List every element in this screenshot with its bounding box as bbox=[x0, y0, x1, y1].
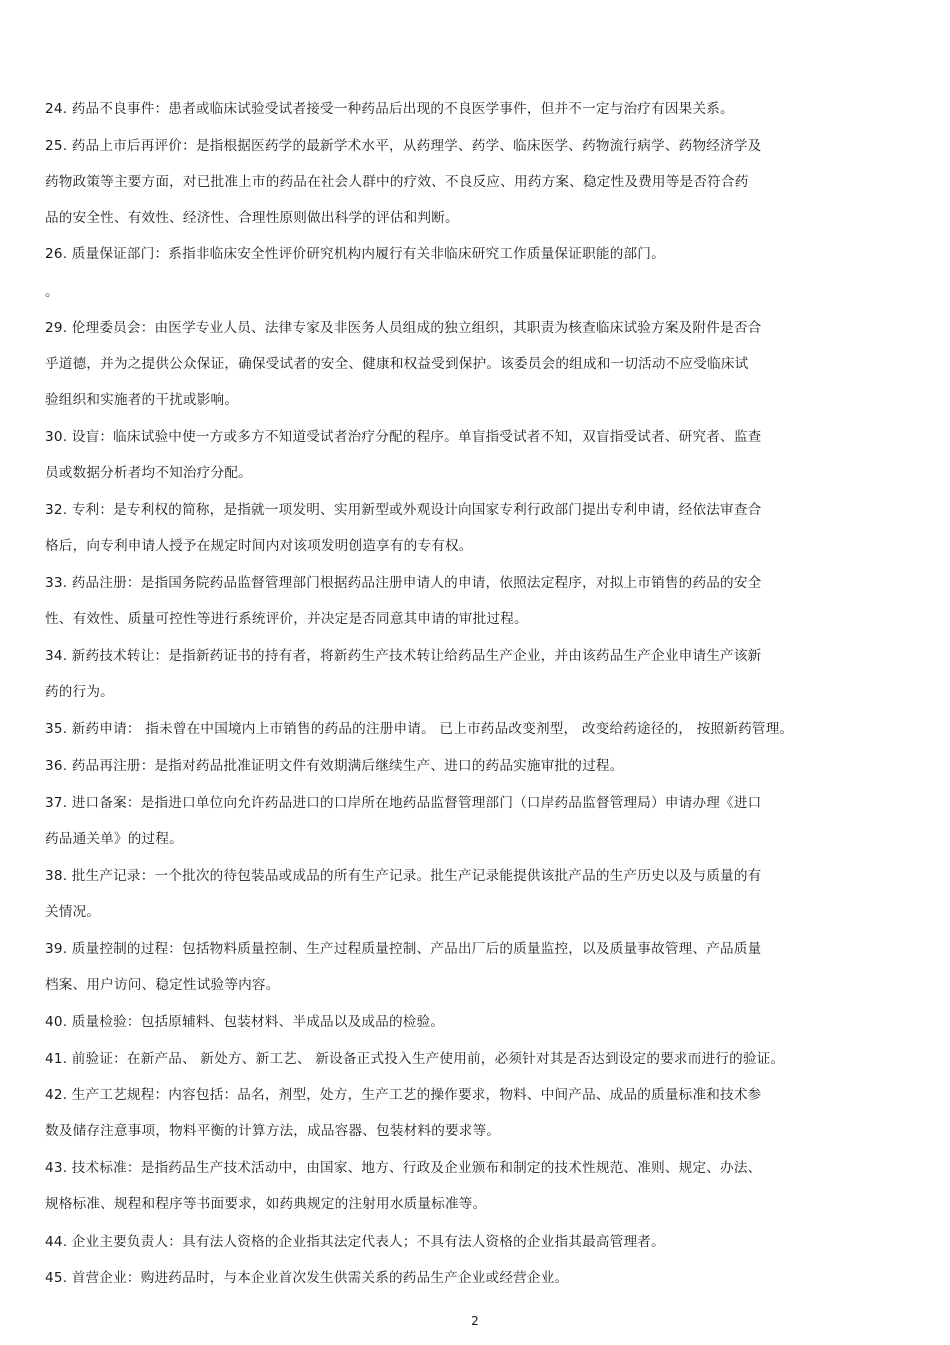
text-line: 43. 技术标准：是指药品生产技术活动中，由国家、地方、行政及企业颁布和制定的技术性规范、准则、规定、办法、 bbox=[45, 1160, 762, 1176]
text-line: 。 bbox=[45, 284, 59, 300]
text-line: 格后，向专利申请人授予在规定时间内对该项发明创造享有的专有权。 bbox=[45, 538, 473, 554]
text-line: 38. 批生产记录：一个批次的待包装品或成品的所有生产记录。批生产记录能提供该批产品的生产历史以及与质量的有 bbox=[45, 868, 762, 884]
text-line: 44. 企业主要负责人：具有法人资格的企业指其法定代表人；不具有法人资格的企业指其最高管理者。 bbox=[45, 1234, 665, 1250]
text-line: 33. 药品注册：是指国务院药品监督管理部门根据药品注册申请人的申请，依照法定程序，对拟上市销售的药品的安全 bbox=[45, 575, 762, 591]
text-line: 29. 伦理委员会：由医学专业人员、法律专家及非医务人员组成的独立组织，其职责为核查临床试验方案及附件是否合 bbox=[45, 320, 762, 336]
text-line: 数及储存注意事项，物料平衡的计算方法，成品容器、包装材料的要求等。 bbox=[45, 1123, 501, 1139]
text-line: 45. 首营企业：购进药品时，与本企业首次发生供需关系的药品生产企业或经营企业。 bbox=[45, 1270, 569, 1286]
text-line: 37. 进口备案：是指进口单位向允许药品进口的口岸所在地药品监督管理部门（口岸药品监督管理局）申请办理《进口 bbox=[45, 795, 762, 811]
text-line: 关情况。 bbox=[45, 904, 101, 920]
text-line: 员或数据分析者均不知治疗分配。 bbox=[45, 465, 252, 481]
text-line: 42. 生产工艺规程：内容包括：品名，剂型，处方，生产工艺的操作要求，物料、中间产品、成品的质量标准和技术参 bbox=[45, 1087, 762, 1103]
text-line: 35. 新药申请： 指未曾在中国境内上市销售的药品的注册申请。 已上市药品改变剂型， 改变给药途径的， 按照新药管理。 bbox=[45, 721, 794, 737]
text-line: 性、有效性、质量可控性等进行系统评价，并决定是否同意其申请的审批过程。 bbox=[45, 611, 528, 627]
text-line: 24. 药品不良事件：患者或临床试验受试者接受一种药品后出现的不良医学事件，但并不一定与治疗有因果关系。 bbox=[45, 101, 734, 117]
text-line: 药物政策等主要方面，对已批准上市的药品在社会人群中的疗效、不良反应、用药方案、稳定性及费用等是否符合药 bbox=[45, 174, 749, 190]
text-line: 药品通关单》的过程。 bbox=[45, 831, 183, 847]
text-line: 32. 专利：是专利权的简称，是指就一项发明、实用新型或外观设计向国家专利行政部门提出专利申请，经依法审查合 bbox=[45, 502, 762, 518]
page-number: 2 bbox=[471, 1314, 479, 1328]
text-line: 41. 前验证：在新产品、 新处方、新工艺、 新设备正式投入生产使用前，必须针对其是否达到设定的要求而进行的验证。 bbox=[45, 1051, 785, 1067]
text-line: 25. 药品上市后再评价：是指根据医药学的最新学术水平，从药理学、药学、临床医学、药物流行病学、药物经济学及 bbox=[45, 138, 762, 154]
text-line: 规格标准、规程和程序等书面要求，如药典规定的注射用水质量标准等。 bbox=[45, 1196, 487, 1212]
text-line: 39. 质量控制的过程：包括物料质量控制、生产过程质量控制、产品出厂后的质量监控，以及质量事故管理、产品质量 bbox=[45, 941, 762, 957]
text-line: 30. 设盲：临床试验中使一方或多方不知道受试者治疗分配的程序。单盲指受试者不知，双盲指受试者、研究者、监查 bbox=[45, 429, 762, 445]
text-line: 40. 质量检验：包括原辅料、包装材料、半成品以及成品的检验。 bbox=[45, 1014, 445, 1030]
text-line: 乎道德，并为之提供公众保证，确保受试者的安全、健康和权益受到保护。该委员会的组成和一切活动不应受临床试 bbox=[45, 356, 749, 372]
text-line: 36. 药品再注册：是指对药品批准证明文件有效期满后继续生产、进口的药品实施审批的过程。 bbox=[45, 758, 624, 774]
text-line: 药的行为。 bbox=[45, 684, 114, 700]
text-line: 26. 质量保证部门：系指非临床安全性评价研究机构内履行有关非临床研究工作质量保证职能的部门。 bbox=[45, 246, 665, 262]
text-line: 品的安全性、有效性、经济性、合理性原则做出科学的评估和判断。 bbox=[45, 210, 459, 226]
text-line: 34. 新药技术转让：是指新药证书的持有者，将新药生产技术转让给药品生产企业，并由该药品生产企业申请生产该新 bbox=[45, 648, 762, 664]
text-line: 档案、用户访问、稳定性试验等内容。 bbox=[45, 977, 280, 993]
text-line: 验组织和实施者的干扰或影响。 bbox=[45, 392, 239, 408]
